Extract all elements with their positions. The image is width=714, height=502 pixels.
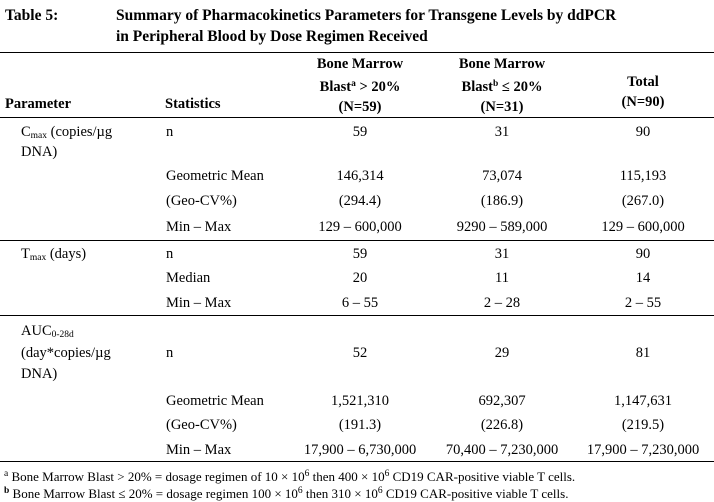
tmax-rule	[0, 315, 714, 316]
param-auc: $AUC_{0-28d}$	[21, 323, 74, 340]
header-col3-line1: Total	[627, 74, 659, 90]
auc-v1-2: (191.3)	[338, 417, 382, 433]
tmax-v3-0: 90	[635, 246, 651, 262]
tmax-v2-1: 11	[495, 270, 509, 286]
auc-v1-3: 17,900 – 6,730,000	[303, 442, 417, 458]
bottom-rule	[0, 461, 714, 462]
table-title-line2: in Peripheral Blood by Dose Regimen Received	[116, 28, 428, 45]
header-rule	[0, 117, 714, 118]
cmax-v3-1: 115,193	[619, 168, 667, 184]
cmax-v1-1: 146,314	[336, 168, 384, 184]
auc-v1-1: 1,521,310	[331, 393, 389, 409]
cmax-v3-2: (267.0)	[621, 193, 665, 209]
header-col2-line2: Blast$^b$ ≤ 20%	[461, 79, 543, 95]
auc-stat-2: (Geo-CV%)	[166, 417, 237, 433]
table-title-line1: Summary of Pharmacokinetics Parameters for Transgene Levels by ddPCR	[116, 7, 617, 24]
tmax-v3-1: 14	[635, 270, 651, 286]
header-col1-line1: Bone Marrow	[316, 56, 404, 72]
cmax-v2-2: (186.9)	[480, 193, 524, 209]
tmax-v1-1: 20	[352, 270, 368, 286]
top-rule	[0, 52, 714, 53]
footnote-b: $^b$ Bone Marrow Blast ≤ 20% = dosage regimen $100 \times 10^6$ then $310 \times 10^6$ CD19 CAR-positive viable T cells.	[4, 486, 569, 501]
param-auc-line3: DNA)	[21, 366, 58, 382]
auc-v1-0: 52	[352, 345, 368, 361]
cmax-v2-3: 9290 – 589,000	[456, 219, 548, 235]
header-col2-line1: Bone Marrow	[458, 56, 546, 72]
tmax-v2-0: 31	[494, 246, 510, 262]
cmax-rule	[0, 240, 714, 241]
header-col1	[290, 54, 430, 117]
param-auc-line2: (day*copies/µg	[21, 345, 111, 361]
param-tmax: $T_{max}$ (days)	[21, 246, 87, 263]
header-col2	[432, 54, 572, 117]
cmax-stat-3: Min – Max	[166, 219, 232, 235]
tmax-stat-0: n	[166, 246, 174, 262]
cmax-stat-0: n	[166, 124, 174, 140]
header-col3	[573, 72, 713, 112]
param-cmax: $C_{max}$ (copies/µg	[21, 124, 113, 141]
cmax-v3-3: 129 – 600,000	[601, 219, 685, 235]
cmax-stat-1: Geometric Mean	[166, 168, 264, 184]
cmax-stat-2: (Geo-CV%)	[166, 193, 237, 209]
auc-v2-3: 70,400 – 7,230,000	[445, 442, 559, 458]
header-col1-line2: Blast$^a$ > 20%	[319, 79, 401, 95]
header-col3-n: (N=90)	[621, 94, 665, 110]
header-col2-n: (N=31)	[480, 99, 524, 115]
header-statistics: Statistics	[165, 96, 221, 112]
param-cmax-line2: DNA)	[21, 144, 58, 160]
auc-v3-2: (219.5)	[621, 417, 665, 433]
auc-v2-1: 692,307	[478, 393, 526, 409]
header-parameter: Parameter	[5, 96, 72, 112]
cmax-v1-3: 129 – 600,000	[318, 219, 402, 235]
cmax-v1-2: (294.4)	[338, 193, 382, 209]
auc-stat-1: Geometric Mean	[166, 393, 264, 409]
auc-v3-1: 1,147,631	[614, 393, 672, 409]
cmax-v1-0: 59	[352, 124, 368, 140]
tmax-v2-2: 2 – 28	[483, 295, 521, 311]
tmax-stat-2: Min – Max	[166, 295, 232, 311]
auc-v3-3: 17,900 – 7,230,000	[586, 442, 700, 458]
tmax-stat-1: Median	[166, 270, 211, 286]
cmax-v3-0: 90	[635, 124, 651, 140]
table-label: Table 5:	[5, 7, 59, 24]
auc-stat-0: n	[166, 345, 174, 361]
auc-stat-3: Min – Max	[166, 442, 232, 458]
cmax-v2-1: 73,074	[482, 168, 522, 184]
auc-v2-2: (226.8)	[480, 417, 524, 433]
tmax-v1-0: 59	[352, 246, 368, 262]
tmax-v1-2: 6 – 55	[341, 295, 379, 311]
footnote-a: $^a$ Bone Marrow Blast > 20% = dosage regimen of $10 \times 10^6$ then $400 \times 10^6$ CD19 CAR-positive viable T cells.	[4, 469, 576, 484]
cmax-v2-0: 31	[494, 124, 510, 140]
tmax-v3-2: 2 – 55	[624, 295, 662, 311]
auc-v2-0: 29	[494, 345, 510, 361]
header-col1-n: (N=59)	[338, 99, 382, 115]
auc-v3-0: 81	[635, 345, 651, 361]
